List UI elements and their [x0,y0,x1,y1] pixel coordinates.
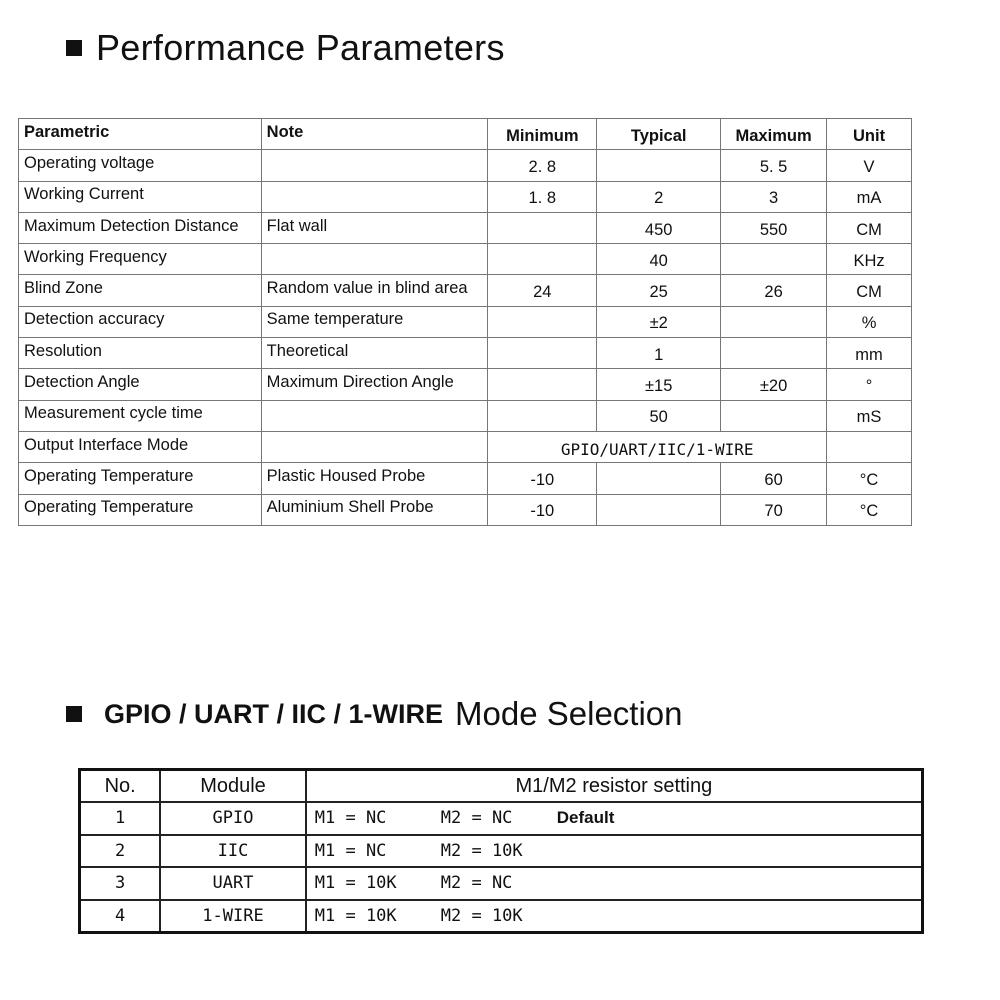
mode-table [78,768,924,934]
m1-value: M1 = 10K [314,905,397,926]
param-cell: Detection Angle [19,369,262,400]
performance-table [18,118,912,526]
resistor-setting-cell [306,835,923,868]
max-cell: ±20 [721,369,827,400]
unit-cell [827,431,912,462]
table-header-row [80,770,923,803]
typ-cell [597,150,721,181]
unit-cell: CM [827,275,912,306]
max-cell [721,306,827,337]
note-cell [261,150,488,181]
min-cell: -10 [488,494,597,525]
m1-value: M1 = NC [314,808,387,829]
header-resistor-setting: M1/M2 resistor setting [306,770,923,803]
note-cell: Flat wall [261,212,488,243]
unit-cell: V [827,150,912,181]
module-cell: IIC [160,835,306,868]
unit-cell: °C [827,494,912,525]
max-cell: 26 [721,275,827,306]
param-cell: Detection accuracy [19,306,262,337]
m1-value: M1 = 10K [314,873,397,894]
no-cell: 1 [80,802,161,835]
note-cell: Same temperature [261,306,488,337]
span-cell: GPIO/UART/IIC/1-WIRE [488,431,827,462]
max-cell: 5. 5 [721,150,827,181]
default-label: Default [556,808,615,828]
unit-cell: °C [827,463,912,494]
note-cell: Random value in blind area [261,275,488,306]
unit-cell: KHz [827,244,912,275]
table-row [19,150,912,181]
note-cell: Maximum Direction Angle [261,369,488,400]
module-cell: UART [160,867,306,900]
unit-cell: ° [827,369,912,400]
unit-cell: mm [827,338,912,369]
table-row [19,400,912,431]
min-cell [488,338,597,369]
no-cell: 4 [80,900,161,933]
table-row [19,494,912,525]
param-cell: Output Interface Mode [19,431,262,462]
min-cell: -10 [488,463,597,494]
max-cell [721,244,827,275]
header-minimum: Minimum [488,119,597,150]
param-cell: Operating Temperature [19,494,262,525]
param-cell: Resolution [19,338,262,369]
header-no: No. [80,770,161,803]
typ-cell: 25 [597,275,721,306]
table-row [19,275,912,306]
table-row [19,212,912,243]
performance-title: Performance Parameters [96,27,505,68]
performance-heading [66,26,505,70]
table-row [80,835,923,868]
typ-cell: 1 [597,338,721,369]
typ-cell: 50 [597,400,721,431]
mode-title-bold: GPIO / UART / IIC / 1-WIRE [104,698,444,729]
param-cell: Operating voltage [19,150,262,181]
header-module: Module [160,770,306,803]
unit-cell: mS [827,400,912,431]
no-cell: 3 [80,867,161,900]
min-cell: 2. 8 [488,150,597,181]
resistor-setting-cell [306,802,923,835]
resistor-setting-cell [306,900,923,933]
resistor-setting-cell [306,867,923,900]
header-maximum: Maximum [721,119,827,150]
typ-cell: 40 [597,244,721,275]
note-cell [261,181,488,212]
min-cell: 24 [488,275,597,306]
mode-title-rest: Mode Selection [455,695,683,732]
header-note: Note [261,119,488,150]
param-cell: Measurement cycle time [19,400,262,431]
min-cell [488,212,597,243]
note-cell: Plastic Housed Probe [261,463,488,494]
note-cell [261,244,488,275]
max-cell: 70 [721,494,827,525]
typ-cell [597,463,721,494]
table-row [19,369,912,400]
no-cell: 2 [80,835,161,868]
table-row [19,244,912,275]
m2-value: M2 = NC [440,808,513,829]
m2-value: M2 = NC [440,873,513,894]
param-cell: Working Current [19,181,262,212]
min-cell: 1. 8 [488,181,597,212]
m2-value: M2 = 10K [440,905,523,926]
min-cell [488,306,597,337]
header-parametric: Parametric [19,119,262,150]
module-cell: 1-WIRE [160,900,306,933]
note-cell: Theoretical [261,338,488,369]
min-cell [488,369,597,400]
max-cell [721,338,827,369]
note-cell [261,431,488,462]
table-row [19,463,912,494]
max-cell: 3 [721,181,827,212]
typ-cell: ±15 [597,369,721,400]
typ-cell: ±2 [597,306,721,337]
m2-value: M2 = 10K [440,840,523,861]
typ-cell: 450 [597,212,721,243]
table-header-row [19,119,912,150]
param-cell: Maximum Detection Distance [19,212,262,243]
max-cell: 550 [721,212,827,243]
square-bullet-icon [66,40,82,56]
m1-value: M1 = NC [314,840,387,861]
unit-cell: mA [827,181,912,212]
max-cell [721,400,827,431]
square-bullet-icon [66,706,82,722]
param-cell: Operating Temperature [19,463,262,494]
table-row [19,306,912,337]
note-cell: Aluminium Shell Probe [261,494,488,525]
param-cell: Working Frequency [19,244,262,275]
table-row [19,431,912,462]
header-typical: Typical [597,119,721,150]
min-cell [488,244,597,275]
mode-selection-heading [66,692,683,736]
table-row [19,338,912,369]
table-row [80,900,923,933]
param-cell: Blind Zone [19,275,262,306]
max-cell: 60 [721,463,827,494]
module-cell: GPIO [160,802,306,835]
note-cell [261,400,488,431]
unit-cell: % [827,306,912,337]
header-unit: Unit [827,119,912,150]
unit-cell: CM [827,212,912,243]
table-row [80,867,923,900]
min-cell [488,400,597,431]
typ-cell [597,494,721,525]
typ-cell: 2 [597,181,721,212]
table-row [19,181,912,212]
table-row [80,802,923,835]
